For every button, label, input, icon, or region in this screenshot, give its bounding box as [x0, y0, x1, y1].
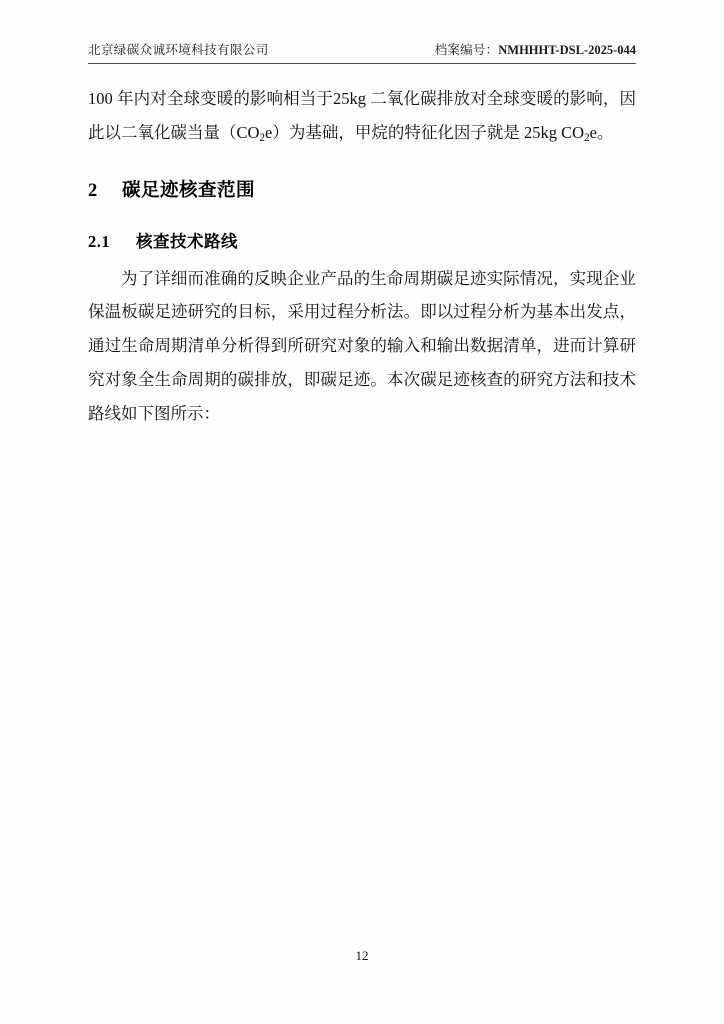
- paragraph-1-segment-7: e。: [589, 122, 614, 142]
- section-number-2-1: 2.1: [88, 231, 111, 251]
- paragraph-1-segment-4: 二氧化碳排放对全球变暖的影响，因此以二氧化碳当量（CO: [88, 89, 637, 142]
- page-footer: [0, 948, 724, 964]
- archive-label: 档案编号：: [434, 43, 499, 57]
- paragraph-1-segment-2: 年内对全球变暖的影响相当于: [117, 89, 334, 108]
- paragraph-1-segment-6: 25kg CO: [523, 122, 585, 142]
- section-heading-level2: [88, 228, 636, 252]
- header-company-name: 北京绿碳众诚环境科技有限公司: [88, 43, 269, 57]
- paragraph-methodology: 为了详细而准确的反映企业产品的生命周期碳足迹实际情况，实现企业保温板碳足迹研究的目标，采用过程分析法。即以过程分析为基本出发点，通过生命周期清单分析得到所研究对象的输入和输出数据清单，进而计算研究对象全生命周期的碳排放，即碳足迹。本次碳足迹核查的研究方法和技术路线如下图所示：: [88, 268, 636, 423]
- page-content: [88, 40, 636, 851]
- header-archive-number: [435, 40, 636, 58]
- archive-code: NMHHHT-DSL-2025-044: [498, 43, 636, 57]
- paragraph-1-segment-3: 25kg: [333, 89, 367, 108]
- page-header: [88, 40, 636, 64]
- paragraph-ghg-explanation: [88, 82, 636, 150]
- paragraph-1-segment-1: 100: [88, 89, 113, 108]
- paragraph-1-segment-5: e）为基础，甲烷的特征化因子就是: [265, 122, 520, 142]
- section-title-2-1: 核查技术路线: [136, 231, 238, 251]
- section-heading-level1: [88, 176, 636, 202]
- page-number: 12: [355, 948, 369, 963]
- section-title-2: 碳足迹核查范围: [122, 180, 256, 201]
- section-number-2: 2: [88, 180, 98, 201]
- figure-placeholder-area: [88, 431, 636, 851]
- paragraph-1-subscript-2: 2: [584, 131, 590, 144]
- paragraph-1-subscript-1: 2: [259, 131, 266, 144]
